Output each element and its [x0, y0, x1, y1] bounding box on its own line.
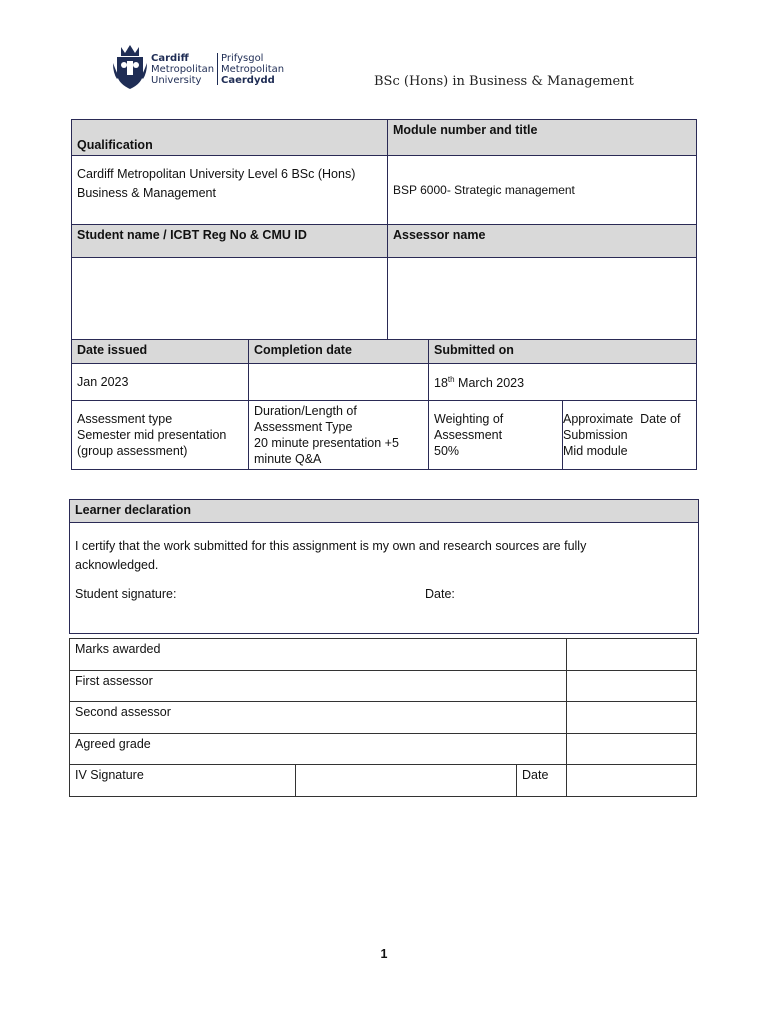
declaration-date-label: Date: — [425, 587, 455, 601]
logo-line: Prifysgol — [221, 53, 264, 64]
date-issued-header — [72, 340, 249, 364]
student-signature-label: Student signature: — [75, 587, 177, 601]
logo-line: University — [151, 75, 202, 86]
declaration-text: I certify that the work submitted for this assignment is my own and research sources are fully acknowledged. — [75, 539, 587, 572]
iv-date-label: Date — [522, 768, 549, 782]
iv-date-cell — [517, 765, 567, 797]
program-title: BSc (Hons) in Business & Management — [374, 74, 634, 89]
duration-label: Assessment Type — [254, 420, 353, 434]
qualification-label: Qualification — [77, 138, 153, 152]
date-issued-text: Jan 2023 — [77, 375, 129, 389]
iv-signature-cell — [70, 765, 296, 797]
first-assessor-field[interactable] — [567, 671, 697, 702]
assessment-type-line: Semester mid presentation — [77, 428, 227, 442]
dates-table — [71, 339, 697, 470]
duration-label: Duration/Length of — [254, 404, 357, 418]
agreed-grade-field[interactable] — [567, 734, 697, 765]
approx-date-label: Submission — [563, 428, 628, 442]
duration-value: 20 minute presentation +5 — [254, 436, 399, 450]
completion-value-field[interactable] — [249, 364, 429, 401]
date-issued-label: Date issued — [77, 343, 148, 357]
logo-divider — [217, 53, 218, 85]
marks-table — [69, 638, 697, 797]
assessment-type-line: (group assessment) — [77, 444, 188, 458]
assessment-type-label: Assessment type — [77, 412, 173, 426]
iv-signature-label: IV Signature — [75, 768, 144, 782]
assessor-header — [388, 225, 697, 258]
duration-value: minute Q&A — [254, 452, 322, 466]
declaration-title: Learner declaration — [75, 503, 192, 517]
crest-icon — [113, 43, 147, 91]
completion-header — [249, 340, 429, 364]
second-assessor-field[interactable] — [567, 702, 697, 734]
qualification-line: Cardiff Metropolitan University Level 6 BSc (Hons) — [77, 167, 356, 181]
declaration-table — [69, 499, 699, 634]
assessor-label: Assessor name — [393, 228, 486, 242]
logo-line: Metropolitan — [221, 64, 285, 75]
logo-line: Cardiff — [151, 53, 189, 64]
submitted-label: Submitted on — [434, 343, 514, 357]
info-table — [71, 119, 697, 340]
university-logo — [113, 41, 285, 93]
submitted-rest: March 2023 — [454, 376, 525, 391]
module-title: BSP 6000- Strategic management — [393, 183, 575, 197]
student-header — [72, 225, 388, 258]
declaration-header — [70, 500, 699, 523]
agreed-grade-label: Agreed grade — [75, 737, 151, 751]
qualification-header — [72, 120, 388, 156]
weighting-cell — [429, 401, 563, 470]
module-header — [388, 120, 697, 156]
qualification-value — [72, 156, 388, 225]
weighting-label: Weighting of — [434, 412, 504, 426]
first-assessor-label: First assessor — [75, 674, 153, 688]
approx-date-label: Approximate Date of — [563, 412, 681, 426]
student-label: Student name / ICBT Reg No & CMU ID — [77, 228, 307, 242]
module-value — [388, 156, 697, 225]
first-assessor-cell — [70, 671, 567, 702]
submitted-value — [429, 364, 697, 401]
date-issued-value — [72, 364, 249, 401]
completion-label: Completion date — [254, 343, 352, 357]
marks-awarded-field[interactable] — [567, 639, 697, 671]
approx-date-value: Mid module — [563, 444, 628, 458]
agreed-grade-cell — [70, 734, 567, 765]
approx-date-cell — [563, 401, 697, 470]
second-assessor-cell — [70, 702, 567, 734]
student-value-field[interactable] — [72, 258, 388, 340]
assessment-type-cell — [72, 401, 249, 470]
weighting-value: 50% — [434, 444, 460, 458]
marks-awarded-cell — [70, 639, 567, 671]
assessor-value-field[interactable] — [388, 258, 697, 340]
submitted-suffix: th — [447, 375, 455, 385]
iv-signature-field[interactable] — [296, 765, 517, 797]
declaration-body — [70, 523, 699, 634]
weighting-label: Assessment — [434, 428, 503, 442]
submitted-day: 18 — [434, 376, 448, 391]
duration-cell — [249, 401, 429, 470]
logo-line: Metropolitan — [151, 64, 215, 75]
second-assessor-label: Second assessor — [75, 705, 171, 719]
iv-date-field[interactable] — [567, 765, 697, 797]
page-number: 1 — [380, 947, 388, 961]
marks-awarded-label: Marks awarded — [75, 642, 161, 656]
submitted-header — [429, 340, 697, 364]
logo-line: Caerdydd — [221, 75, 275, 86]
module-label: Module number and title — [393, 123, 538, 137]
qualification-line: Business & Management — [77, 186, 216, 200]
